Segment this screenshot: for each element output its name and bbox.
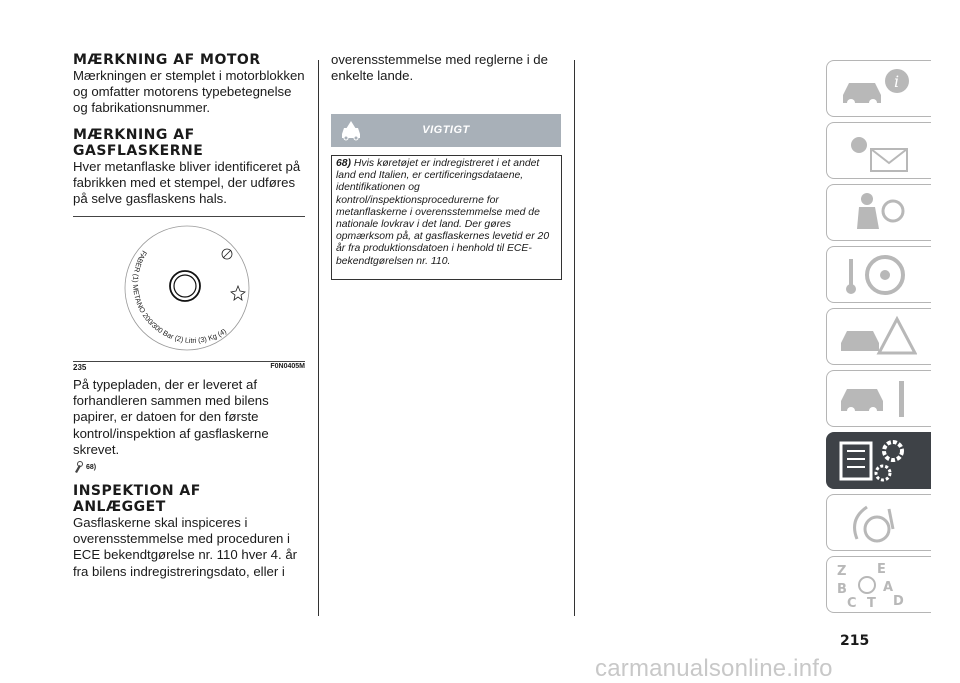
- section-body-gas-cylinder-marking: Hver metanflaske bliver identificeret på fabrikken med et stempel, der udføres på selve gasflaskens hals.: [73, 158, 301, 207]
- column-divider-1: [318, 60, 319, 616]
- paragraph-type-plate: På typepladen, der er leveret af forhandleren sammen med bilens papirer, er datoen for den første kontrol/inspektion af gasflaskerne skrevet.: [73, 377, 269, 457]
- svg-text:C: C: [847, 596, 857, 609]
- tab-warning-lights[interactable]: [826, 122, 931, 179]
- warning-note-number: 68): [336, 158, 352, 169]
- warning-box-header: [331, 114, 561, 147]
- warning-box-label: VIGTIGT: [422, 124, 470, 136]
- index-icon: [837, 561, 917, 609]
- cylinder-outer-ring: [125, 226, 249, 350]
- section-title-inspection: INSPEKTION AF ANLÆGGET: [73, 483, 201, 516]
- figure-top-rule: [73, 216, 305, 217]
- svg-text:A: A: [883, 580, 894, 595]
- ring-stamp-text: FABER (1) METANO 200/300 Bar (2) Litri (3) Kg (4): [131, 248, 228, 345]
- cylinder-neck-illustration: [73, 216, 305, 361]
- stamp-mark-star: [231, 286, 245, 300]
- tab-multimedia[interactable]: [826, 494, 931, 551]
- svg-text:B: B: [837, 582, 847, 597]
- warning-note-text: Hvis køretøjet er indregistreret i et andet land end Italien, er certificeringsdataene, identifikationen og kontrol/inspektionsprocedurerne for metanflaskerne i overensstemmelse med de nationale lovkrav i det land. Der gøres opmærksom på, at gasflaskernes levetid er 20 år fra produktionsdatoen i henhold til ECE-bekendtgørelsen nr. 110.: [336, 158, 550, 267]
- tab-car-info[interactable]: [826, 60, 931, 117]
- warning-box-body: [331, 155, 562, 280]
- section-title-motor-marking: MÆRKNING AF MOTOR: [73, 52, 261, 68]
- figure-code: F0N0405M: [270, 363, 305, 370]
- note-reference[interactable]: 68): [86, 464, 97, 472]
- section-body-inspection: Gasflaskerne skal inspiceres i overensstemmelse med proceduren i ECE bekendtgørelse nr. 110 hver 4. år fra bilens indregistreringsdato, eller i: [73, 515, 298, 579]
- section-title-gas-cylinder-marking: MÆRKNING AF GASFLASKERNE: [73, 126, 204, 159]
- svg-text:E: E: [877, 562, 886, 577]
- figure-number: 235: [73, 363, 87, 372]
- section-body-motor-marking: Mærkningen er stemplet i motorblokken og omfatter motorens typebetegnelse og fabrikationsnummer.: [73, 68, 305, 116]
- car-maintenance-icon: [837, 375, 917, 423]
- wrench-note-icon: [73, 461, 83, 473]
- seatbelt-airbag-icon: [837, 189, 917, 237]
- tab-index[interactable]: [826, 556, 931, 613]
- tab-starting-driving[interactable]: [826, 246, 931, 303]
- cylinder-valve-ring-inner: [174, 275, 196, 297]
- tab-safety[interactable]: [826, 184, 931, 241]
- tab-maintenance[interactable]: [826, 370, 931, 427]
- svg-text:D: D: [893, 594, 904, 609]
- middle-column: [331, 52, 561, 84]
- car-info-icon: [837, 65, 917, 113]
- figure-bottom-rule: [73, 361, 305, 362]
- continuation-text: overensstemmelse med reglerne i de enkelte lande.: [331, 52, 548, 84]
- svg-text:i: i: [894, 72, 900, 91]
- svg-text:Z: Z: [837, 564, 847, 579]
- steering-wheel-icon: [837, 251, 917, 299]
- left-column-lower: [73, 377, 306, 580]
- tab-emergency[interactable]: [826, 308, 931, 365]
- note-reference-row: [73, 461, 306, 475]
- page-number: 215: [840, 633, 870, 649]
- technical-data-icon: [837, 437, 917, 485]
- figure-cylinder-stamp: [73, 216, 305, 372]
- multimedia-icon: [837, 499, 917, 547]
- column-divider-2: [574, 60, 575, 616]
- warning-lights-icon: [837, 127, 917, 175]
- left-column: [73, 52, 306, 207]
- tab-technical-data[interactable]: [826, 432, 931, 489]
- svg-text:T: T: [867, 596, 876, 609]
- watermark: carmanualsonline.info: [595, 655, 833, 682]
- car-emergency-icon: [837, 313, 917, 361]
